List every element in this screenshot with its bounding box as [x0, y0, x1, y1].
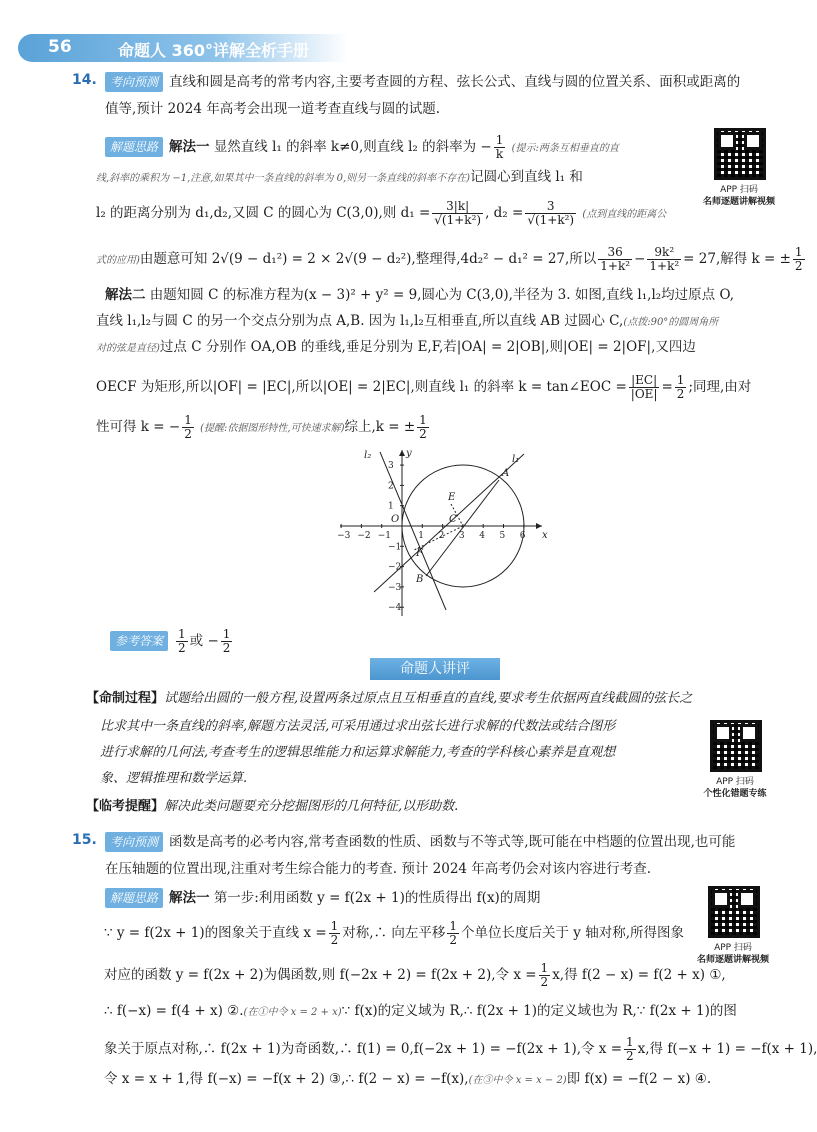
fraction: [182, 414, 194, 441]
method-line: [96, 312, 718, 332]
denominator: 1+k²: [600, 259, 631, 273]
idea-tag: 解题思路: [105, 888, 163, 908]
hint-note: 线,斜率的乘积为 −1,注意,如果其中一条直线的斜率为 0,则另一条直线的斜率不存在): [96, 173, 471, 184]
numerator: 1: [222, 627, 231, 641]
fraction: [447, 920, 459, 947]
text: 第一步:利用函数 y = f(2x + 1)的性质得出 f(x)的周期: [213, 890, 541, 906]
denominator: |OE|: [630, 387, 658, 401]
hint-note: (点到直线的距离公: [582, 209, 667, 220]
text: 过点 C 分别作 OA,OB 的垂线,垂足分别为 E,F,若|OA| = 2|OB|,则|OE| = 2|OF|,又四边: [159, 339, 696, 355]
y-tick-label: −3: [388, 582, 402, 593]
text: =: [661, 379, 673, 395]
fraction: [629, 374, 660, 401]
answer-tag: 参考答案: [110, 631, 168, 651]
numerator: 1: [419, 413, 427, 427]
text: −: [634, 251, 646, 267]
method-line: [104, 1002, 737, 1022]
hint-note: (点拨:90°的圆周角所: [623, 317, 719, 328]
numerator: 1: [676, 373, 685, 387]
method-line: [104, 920, 684, 947]
qr-label-line: APP 扫码: [716, 777, 754, 787]
text: 直线 l₁,l₂与圆 C 的另一个交点分别为点 A,B. 因为 l₁,l₂互相垂直,所以直线 AB 过圆心 C,: [96, 313, 624, 329]
method-line: [96, 168, 583, 188]
numerator: 1: [626, 1035, 634, 1049]
x-tick-label: 2: [438, 531, 445, 541]
denominator: 2: [540, 975, 549, 989]
qr-label: [688, 942, 778, 966]
forecast-line: [105, 832, 735, 852]
method-label: 解法二: [105, 287, 146, 303]
text: 综上,k = ±: [344, 419, 416, 435]
x-tick-label: −1: [377, 531, 391, 541]
text: 个单位长度后关于 y 轴对称,所得图象: [461, 925, 685, 941]
qr-label-line: 名师逐题讲解视频: [702, 197, 775, 207]
label-o: O: [391, 514, 400, 525]
numerator: 1: [794, 245, 803, 259]
book-title: 命题人 360°详解全析手册: [118, 41, 309, 60]
text: 显然直线 l₁ 的斜率 k≠0,则直线 l₂ 的斜率为 −: [213, 139, 492, 155]
text: ∵ f(x)的定义域为 R,∴ f(2x + 1)的定义域也为 R,∵ f(2x + 1)的图: [341, 1003, 737, 1019]
y-tick-label: 3: [388, 461, 394, 472]
denominator: 2: [419, 427, 427, 441]
denominator: 2: [676, 387, 685, 401]
x-tick-label: −3: [337, 531, 351, 541]
qr-label-line: 个性化错题专练: [703, 789, 767, 799]
forecast-text: 直线和圆是高考的常考内容,主要考查圆的方程、弦长公式、直线与圆的位置关系、面积或距离的: [169, 74, 741, 90]
text: ∵ y = f(2x + 1)的图象关于直线 x =: [104, 925, 327, 941]
commentary-line: 比求其中一条直线的斜率,解题方法灵活,可采用通过求出弦长进行求解的代数法或结合图形: [100, 719, 616, 734]
forecast-line: 值等,预计 2024 年高考会出现一道考查直线与圆的试题.: [105, 101, 441, 117]
y-axis-label: y: [406, 448, 412, 459]
commentary-line: 象、逻辑推理和数学运算.: [100, 771, 248, 786]
text: x,得 f(2 − x) = f(2 + x) ①,: [552, 967, 726, 983]
method-line: [104, 962, 726, 989]
qr-label: [690, 776, 780, 800]
answer-line: [110, 628, 234, 655]
fraction: [525, 200, 576, 227]
hint-note: (提醒:依据图形特性,可快速求解): [200, 423, 345, 434]
text: ;同理,由对: [688, 379, 752, 395]
method-line: [105, 888, 540, 908]
x-arrow: [536, 523, 542, 529]
hint-note: 对的弦是直径): [96, 343, 160, 354]
denominator: √(1+k²): [434, 213, 482, 227]
qr-label-line: 名师逐题讲解视频: [696, 955, 769, 965]
page-header: [18, 34, 788, 62]
tick-labels: [337, 461, 526, 613]
fraction: [329, 920, 341, 947]
process-label: 【命制过程】: [86, 691, 165, 706]
fraction: [598, 246, 632, 273]
label-a: A: [502, 468, 510, 479]
method-line: [105, 286, 734, 304]
method-line: [96, 246, 807, 273]
hint-note: (在③中令 x = x − 2): [468, 1075, 567, 1086]
hint-note: (提示:两条互相垂直的直: [511, 143, 619, 154]
text: , d₂ =: [485, 205, 524, 221]
denominator: 2: [178, 641, 186, 655]
method-label: 解法一: [169, 139, 210, 155]
x-axis-label: x: [542, 530, 548, 541]
x-tick-label: 6: [519, 531, 526, 541]
text: 性可得 k = −: [96, 419, 181, 435]
method-line: [104, 1070, 711, 1090]
text: 对称,∴ 向左平移: [342, 925, 446, 941]
denominator: 2: [222, 641, 231, 655]
commentary-line: [86, 690, 692, 708]
qr-code[interactable]: [708, 886, 760, 938]
y-tick-label: 1: [388, 501, 394, 512]
question-number: 14.: [72, 72, 97, 88]
numerator: 3|k|: [432, 200, 483, 214]
method-line: [96, 338, 696, 358]
denominator: 2: [794, 259, 803, 273]
remind-label: 【临考提醒】: [86, 799, 165, 814]
label-e: E: [448, 492, 456, 503]
label-b: B: [416, 574, 424, 585]
numerator: 9k²: [647, 246, 681, 260]
numerator: 1: [449, 919, 457, 933]
x-tick-label: −2: [357, 531, 371, 541]
text: 记圆心到直线 l₁ 和: [470, 169, 583, 185]
text: 或 −: [189, 633, 219, 649]
label-l1: l₁: [512, 454, 520, 465]
forecast-line: [105, 72, 740, 92]
y-tick-label: 2: [388, 481, 394, 492]
idea-tag: 解题思路: [105, 137, 163, 157]
denominator: 2: [184, 427, 192, 441]
qr-code[interactable]: [714, 128, 766, 180]
y-tick-label: −2: [388, 562, 402, 573]
qr-label-line: APP 扫码: [720, 185, 758, 195]
question-number: 15.: [72, 832, 97, 848]
forecast-text: 函数是高考的必考内容,常考查函数的性质、函数与不等式等,既可能在中档题的位置出现,也可能: [169, 834, 736, 850]
x-tick-label: 5: [499, 531, 506, 541]
commentary-line: 进行求解的几何法,考查考生的逻辑思维能力和运算求解能力,考查的学科核心素养是直观想: [100, 745, 616, 760]
method-label: 解法一: [169, 890, 210, 906]
method-line: [96, 374, 751, 401]
numerator: 1: [330, 919, 339, 933]
method-line: [96, 414, 431, 441]
label-f: F: [416, 548, 423, 559]
x-tick-label: 4: [479, 531, 485, 541]
text: 象关于原点对称,∴ f(2x + 1)为奇函数,∴ f(1) = 0,f(−2x + 1) = −f(2x + 1),令 x =: [104, 1041, 623, 1057]
numerator: 1: [540, 961, 549, 975]
denominator: 2: [330, 933, 339, 947]
y-tick-label: −1: [388, 542, 402, 553]
numerator: 3: [525, 200, 576, 214]
commentary-banner: 命题人讲评: [370, 658, 500, 680]
denominator: √(1+k²): [527, 213, 575, 227]
hint-note: (在①中令 x = 2 + x): [243, 1007, 342, 1018]
text: 令 x = x + 1,得 f(−x) = −f(x + 2) ③,∴ f(2 − x) = −f(x),: [104, 1071, 469, 1087]
page-number: 56: [48, 37, 72, 57]
circle-figure: [334, 446, 554, 618]
fraction: [624, 1036, 636, 1063]
commentary-line: [86, 798, 458, 816]
method-line: [96, 200, 666, 227]
text: 试题给出圆的一般方程,设置两条过原点且互相垂直的直线,要求考生依据两直线截圆的弦长之: [164, 691, 693, 706]
fraction: [675, 374, 687, 401]
text: = 27,解得 k = ±: [683, 251, 791, 267]
fraction: [494, 134, 506, 161]
fraction: [176, 628, 188, 655]
numerator: 1: [495, 133, 504, 147]
denominator: 1+k²: [649, 259, 680, 273]
text: 即 f(x) = −f(2 − x) ④.: [566, 1071, 712, 1087]
text: 对应的函数 y = f(2x + 2)为偶函数,则 f(−2x + 2) = f(2x + 2),令 x =: [104, 967, 537, 983]
qr-label: [694, 184, 784, 208]
denominator: 2: [449, 933, 457, 947]
label-c: C: [449, 514, 457, 525]
x-tick-label: 1: [418, 531, 425, 541]
label-l2: l₂: [364, 450, 372, 461]
text: 解决此类问题要充分挖掘图形的几何特征,以形助数.: [164, 799, 459, 814]
x-tick-label: 3: [458, 531, 465, 541]
fraction: [647, 246, 681, 273]
numerator: 36: [598, 246, 632, 260]
hint-note: 式的应用): [96, 255, 140, 266]
text: ∴ f(−x) = f(4 + x) ②.: [104, 1003, 244, 1019]
method-line: [104, 1036, 817, 1063]
fraction: [793, 246, 805, 273]
numerator: 1: [178, 627, 186, 641]
denominator: k: [495, 147, 504, 161]
fraction: [432, 200, 483, 227]
text: l₂ 的距离分别为 d₁,d₂,又圆 C 的圆心为 C(3,0),则 d₁ =: [96, 205, 431, 221]
y-tick-label: −4: [388, 603, 402, 614]
text: x,得 f(−x + 1) = −f(x + 1),: [637, 1041, 817, 1057]
denominator: 2: [626, 1049, 634, 1063]
numerator: |EC|: [629, 374, 660, 388]
fraction: [221, 628, 233, 655]
forecast-tag: 考向预测: [105, 72, 163, 92]
forecast-tag: 考向预测: [105, 832, 163, 852]
numerator: 1: [184, 413, 192, 427]
text: 由题知圆 C 的标准方程为(x − 3)² + y² = 9,圆心为 C(3,0),半径为 3. 如图,直线 l₁,l₂均过原点 O,: [149, 287, 735, 303]
fraction: [417, 414, 429, 441]
y-arrow: [399, 450, 405, 456]
fraction: [539, 962, 551, 989]
forecast-line: 在压轴题的位置出现,注重对考生综合能力的考查. 预计 2024 年高考仍会对该内容进行考查.: [105, 861, 652, 877]
text: OECF 为矩形,所以|OF| = |EC|,所以|OE| = 2|EC|,则直线 l₁ 的斜率 k = tan∠EOC =: [96, 379, 627, 395]
text: 由题意可知 2√(9 − d₁²) = 2 × 2√(9 − d₂²),整理得,4d₂² − d₁² = 27,所以: [139, 251, 597, 267]
qr-label-line: APP 扫码: [714, 943, 752, 953]
qr-code[interactable]: [710, 720, 762, 772]
method-line: [105, 134, 619, 161]
